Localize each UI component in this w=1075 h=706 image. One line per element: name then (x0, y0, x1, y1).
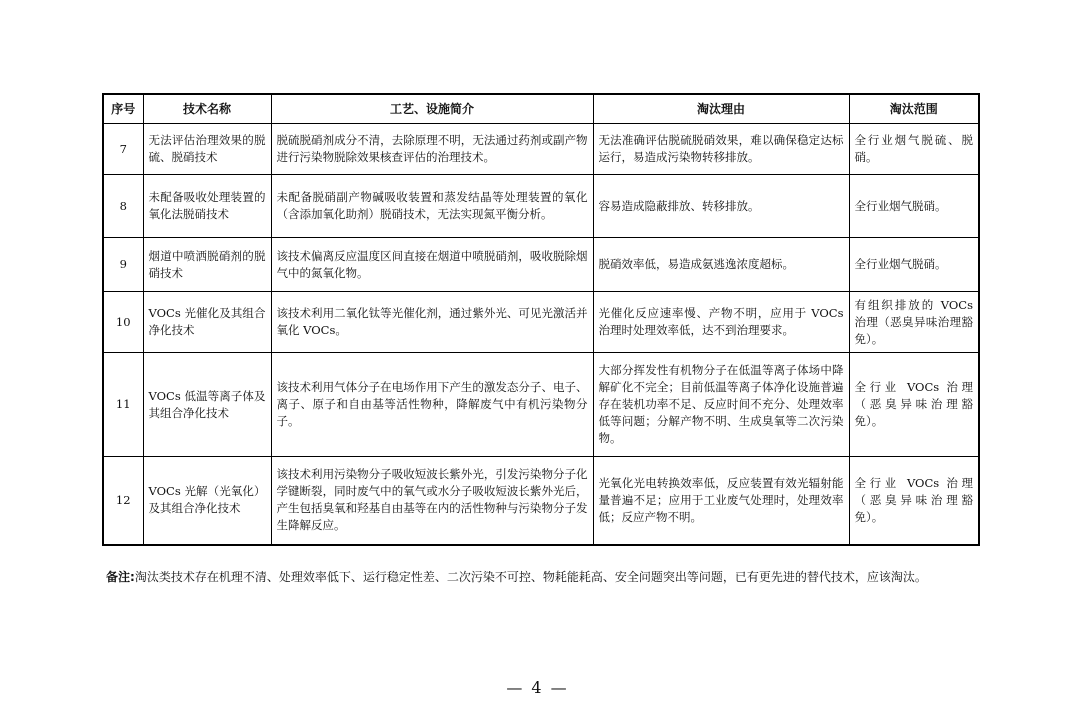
table-header-row (103, 94, 979, 124)
row-number: 11 (103, 353, 143, 457)
process-intro: 脱硫脱硝剂成分不清，去除原理不明，无法通过药剂或副产物进行污染物脱除效果核查评估的治理技术。 (271, 124, 593, 175)
row-number: 10 (103, 292, 143, 353)
process-intro: 该技术利用污染物分子吸收短波长紫外光，引发污染物分子化学键断裂，同时废气中的氧气或水分子吸收短波长紫外光后，产生包括臭氧和羟基自由基等在内的活性物种与污染物分子发生降解反应。 (271, 457, 593, 545)
table-row (103, 457, 979, 545)
elimination-scope: 全行业烟气脱硝。 (849, 238, 979, 292)
process-intro: 该技术利用二氧化钛等光催化剂，通过紫外光、可见光激活并氧化 VOCs。 (271, 292, 593, 353)
elimination-technology-table (102, 93, 980, 546)
tech-name: 烟道中喷洒脱硝剂的脱硝技术 (143, 238, 271, 292)
remarks-label: 备注: (106, 570, 135, 584)
table-row (103, 175, 979, 238)
header-elimination-scope: 淘汰范围 (849, 94, 979, 124)
header-number: 序号 (103, 94, 143, 124)
table-row (103, 353, 979, 457)
row-number: 12 (103, 457, 143, 545)
elimination-scope: 全行业 VOCs 治理（恶臭异味治理豁免）。 (849, 353, 979, 457)
table-row (103, 124, 979, 175)
tech-name: VOCs 低温等离子体及其组合净化技术 (143, 353, 271, 457)
tech-name: 未配备吸收处理装置的氧化法脱硝技术 (143, 175, 271, 238)
table-row (103, 292, 979, 353)
process-intro: 该技术偏离反应温度区间直接在烟道中喷脱硝剂，吸收脱除烟气中的氮氧化物。 (271, 238, 593, 292)
elimination-scope: 全行业烟气脱硫、脱硝。 (849, 124, 979, 175)
remarks (106, 568, 974, 586)
elimination-reason: 光催化反应速率慢、产物不明，应用于 VOCs 治理时处理效率低，达不到治理要求。 (593, 292, 849, 353)
elimination-reason: 无法准确评估脱硫脱硝效果，难以确保稳定达标运行，易造成污染物转移排放。 (593, 124, 849, 175)
elimination-reason: 容易造成隐蔽排放、转移排放。 (593, 175, 849, 238)
process-intro: 未配备脱硝副产物碱吸收装置和蒸发结晶等处理装置的氧化（含添加氧化助剂）脱硝技术，无法实现氮平衡分析。 (271, 175, 593, 238)
tech-name: VOCs 光解（光氧化）及其组合净化技术 (143, 457, 271, 545)
row-number: 7 (103, 124, 143, 175)
tech-name: VOCs 光催化及其组合净化技术 (143, 292, 271, 353)
header-tech-name: 技术名称 (143, 94, 271, 124)
header-process-intro: 工艺、设施简介 (271, 94, 593, 124)
elimination-scope: 全行业烟气脱硝。 (849, 175, 979, 238)
tech-name: 无法评估治理效果的脱硫、脱硝技术 (143, 124, 271, 175)
elimination-scope: 有组织排放的 VOCs 治理（恶臭异味治理豁免）。 (849, 292, 979, 353)
elimination-scope: 全行业 VOCs 治理（恶臭异味治理豁免）。 (849, 457, 979, 545)
row-number: 8 (103, 175, 143, 238)
header-elimination-reason: 淘汰理由 (593, 94, 849, 124)
elimination-reason: 脱硝效率低，易造成氨逃逸浓度超标。 (593, 238, 849, 292)
elimination-reason: 光氧化光电转换效率低，反应装置有效光辐射能量普遍不足；应用于工业废气处理时，处理效率低；反应产物不明。 (593, 457, 849, 545)
page-number: — 4 — (506, 678, 569, 697)
process-intro: 该技术利用气体分子在电场作用下产生的激发态分子、电子、离子、原子和自由基等活性物种，降解废气中有机污染物分子。 (271, 353, 593, 457)
remarks-text: 淘汰类技术存在机理不清、处理效率低下、运行稳定性差、二次污染不可控、物耗能耗高、安全问题突出等问题，已有更先进的替代技术，应该淘汰。 (134, 570, 927, 584)
table-row (103, 238, 979, 292)
row-number: 9 (103, 238, 143, 292)
elimination-reason: 大部分挥发性有机物分子在低温等离子体场中降解矿化不完全；目前低温等离子体净化设施普遍存在装机功率不足、反应时间不充分、处理效率低等问题；分解产物不明、生成臭氧等二次污染物。 (593, 353, 849, 457)
